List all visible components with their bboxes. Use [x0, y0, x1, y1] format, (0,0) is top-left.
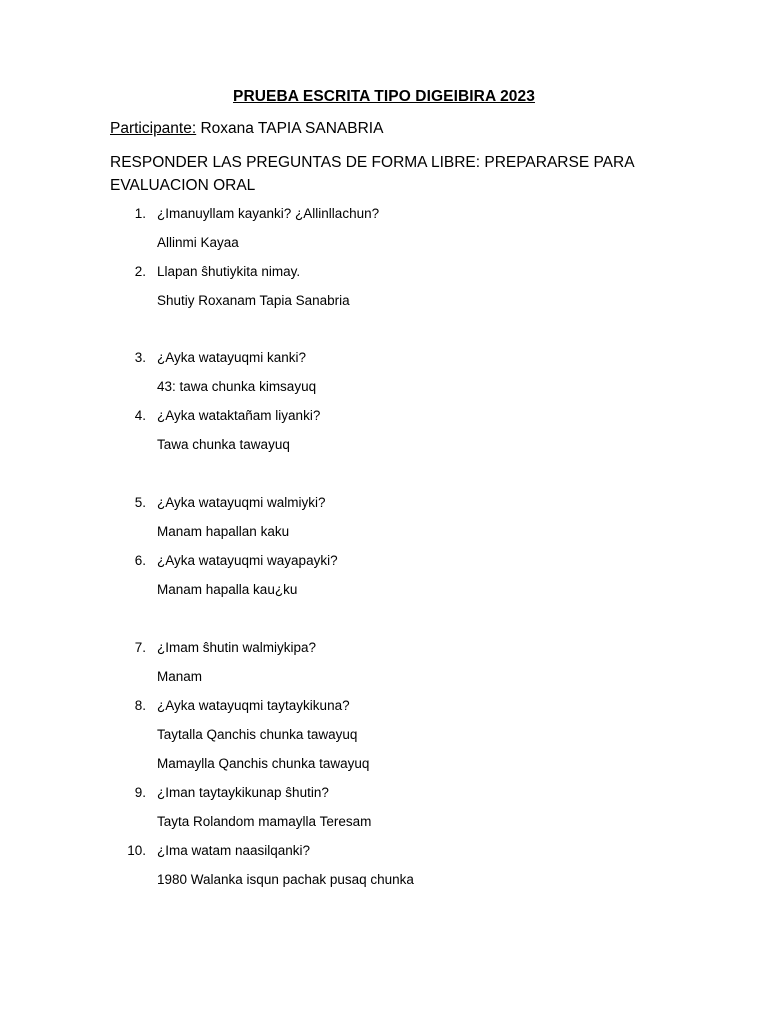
answer-text: Manam hapalla kau¿ku: [157, 582, 298, 597]
answer-text: Taytalla Qanchis chunka tawayuq: [157, 727, 358, 742]
question-number: 10.: [127, 843, 146, 858]
question-number: 3.: [134, 350, 146, 365]
question-number: 1.: [134, 206, 146, 221]
question-text: Llapan ŝhutiykita nimay.: [157, 264, 301, 279]
question-number: 8.: [134, 698, 146, 713]
question-text: ¿Ayka wataktañam liyanki?: [157, 408, 321, 423]
answer-text: 1980 Walanka isqun pachak pusaq chunka: [157, 872, 414, 887]
question-text: ¿Ayka watayuqmi wayapayki?: [157, 553, 338, 568]
question-number: 4.: [134, 408, 146, 423]
question-number: 7.: [134, 640, 146, 655]
answer-text: Tawa chunka tawayuq: [157, 437, 290, 452]
document-title: PRUEBA ESCRITA TIPO DIGEIBIRA 2023: [233, 88, 535, 105]
answer-text: Allinmi Kayaa: [157, 235, 239, 250]
answer-text: Tayta Rolandom mamaylla Teresam: [157, 814, 372, 829]
question-number: 9.: [134, 785, 146, 800]
question-text: ¿Ayka watayuqmi kanki?: [157, 350, 307, 365]
instructions-text: RESPONDER LAS PREGUNTAS DE FORMA LIBRE: PREPARARSE PARA EVALUACION ORAL: [110, 154, 634, 194]
answer-text: Shutiy Roxanam Tapia Sanabria: [157, 293, 350, 308]
question-number: 5.: [134, 495, 146, 510]
answer-text: Manam: [157, 669, 203, 684]
question-text: ¿Ima watam naasilqanki?: [157, 843, 311, 858]
question-number: 6.: [134, 553, 146, 568]
answer-text: Mamaylla Qanchis chunka tawayuq: [157, 756, 370, 771]
answer-text: 43: tawa chunka kimsayuq: [157, 379, 317, 394]
question-text: ¿Ayka watayuqmi taytaykikuna?: [157, 698, 350, 713]
question-text: ¿Imam ŝhutin walmiykipa?: [157, 640, 317, 655]
question-text: ¿Imanuyllam kayanki? ¿Allinllachun?: [157, 206, 380, 221]
question-text: ¿Ayka watayuqmi walmiyki?: [157, 495, 326, 510]
participant-name: Roxana TAPIA SANABRIA: [196, 120, 384, 137]
question-text: ¿Iman taytaykikunap ŝhutin?: [157, 785, 329, 800]
answer-text: Manam hapallan kaku: [157, 524, 290, 539]
participant-label: Participante:: [110, 120, 197, 137]
question-number: 2.: [134, 264, 146, 279]
